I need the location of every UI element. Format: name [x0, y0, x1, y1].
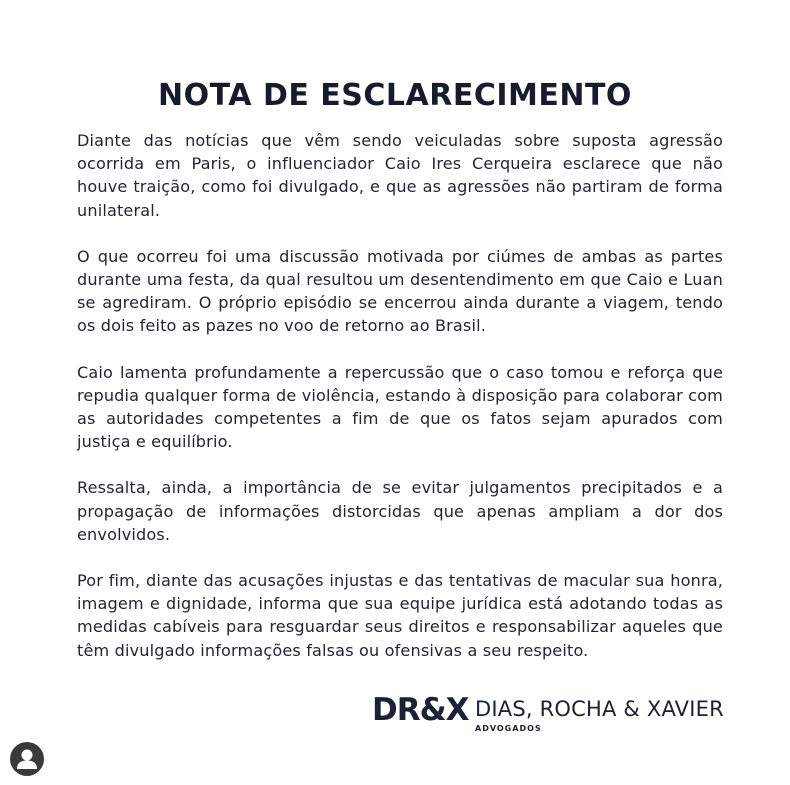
paragraph-3: Caio lamenta profundamente a repercussão que o caso tomou e reforça que repudia qualquer forma de violência, estando à disposição para colaborar com as autoridades competentes a fim de que os fatos sejam apurados com justiça e equilíbrio. [77, 362, 723, 452]
paragraph-5: Por fim, diante das acusações injustas e das tentativas de macular sua honra, imagem e dignidade, informa que sua equipe jurídica está adotando todas as medidas cabíveis para resguardar seus direitos e responsabilizar aqueles que têm divulgado informações falsas ou ofensivas a seu respeito. [77, 571, 723, 660]
logo-mark: DR&X [372, 692, 469, 728]
paragraph-4: Ressalta, ainda, a importância de se evitar julgamentos precipitados e a propagação de informações distorcidas que apenas ampliam a dor dos envolvidos. [77, 478, 723, 544]
logo-subtitle: ADVOGADOS [475, 724, 542, 733]
logo-firm-name: DIAS, ROCHA & XAVIER [475, 697, 724, 721]
law-firm-logo [372, 692, 724, 738]
paragraph-1: Diante das notícias que vêm sendo veiculadas sobre suposta agressão ocorrida em Paris, o influenciador Caio Ires Cerqueira esclarece que não houve traição, como foi divulgado, e que as agressões não partiram de forma unilateral. [77, 131, 723, 220]
paragraph-2: O que ocorreu foi uma discussão motivada por ciúmes de ambas as partes durante uma festa, da qual resultou um desentendimento em que Caio e Luan se agrediram. O próprio episódio se encerrou ainda durante a viagem, tendo os dois feito as pazes no voo de retorno ao Brasil. [77, 246, 723, 336]
person-icon [10, 742, 44, 776]
user-avatar-icon[interactable] [10, 742, 44, 776]
page-title: NOTA DE ESCLARECIMENTO [158, 78, 632, 114]
statement-body [77, 129, 723, 685]
